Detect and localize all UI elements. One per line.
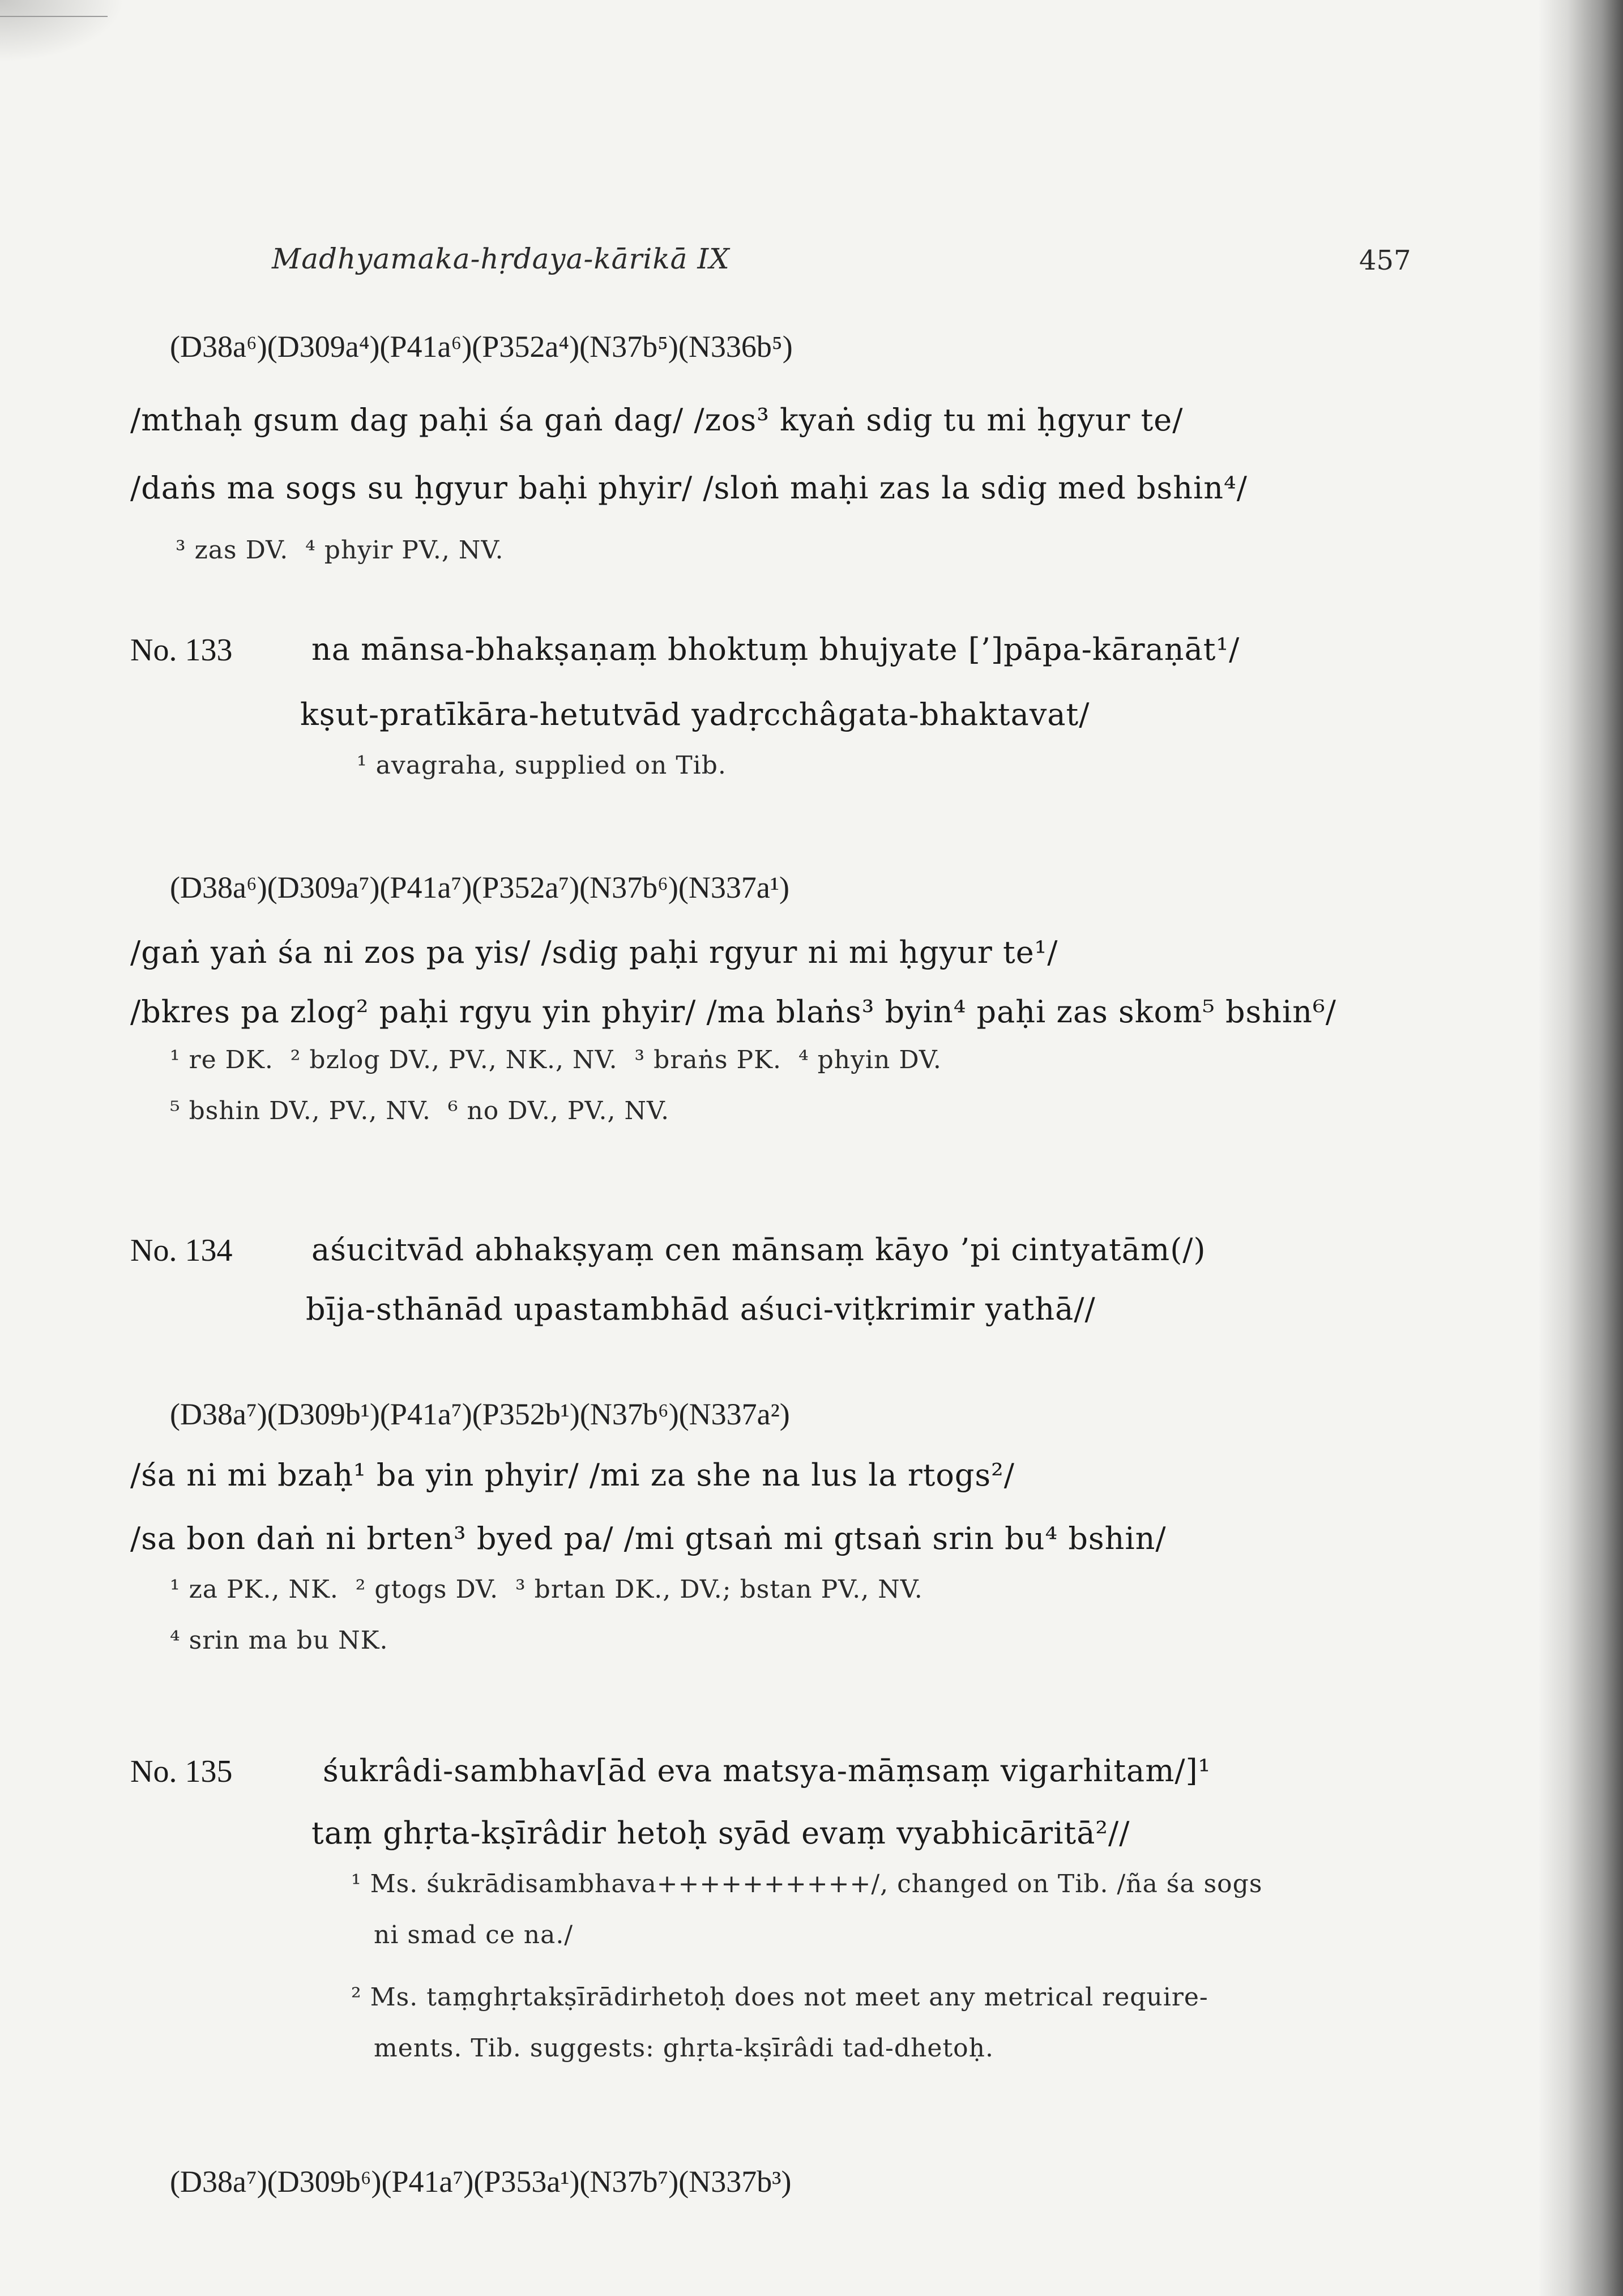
sanskrit-verse-line: bīja-sthānād upastambhād aśuci-viṭkrimir yathā//	[306, 1291, 1096, 1327]
tibetan-verse-line: /daṅs ma sogs su ḥgyur baḥi phyir/ /sloṅ maḥi zas la sdig med bshin⁴/	[130, 470, 1248, 506]
entry-number: No. 133	[130, 633, 233, 668]
scan-edge-line	[0, 16, 108, 17]
variant-note: ¹ za PK., NK. ² gtogs DV. ³ brtan DK., DV.; bstan PV., NV.	[170, 1575, 923, 1604]
tibetan-verse-line: /mthaḥ gsum dag paḥi śa gaṅ dag/ /zos³ kyaṅ sdig tu mi ḥgyur te/	[130, 402, 1184, 438]
variant-note: ¹ Ms. śukrādisambhava++++++++++/, changed on Tib. /ña śa sogs	[351, 1870, 1263, 1898]
sanskrit-verse-line: kṣut-pratīkāra-hetutvād yadṛcchâgata-bhaktavat/	[300, 697, 1090, 732]
running-header-title: Madhyamaka-hṛdaya-kārikā IX	[272, 242, 730, 275]
sanskrit-verse-line: taṃ ghṛta-kṣīrâdir hetoḥ syād evaṃ vyabhicāritā²//	[311, 1815, 1130, 1851]
tibetan-verse-line: /gaṅ yaṅ śa ni zos pa yis/ /sdig paḥi rgyur ni mi ḥgyur te¹/	[130, 934, 1058, 970]
variant-note: ni smad ce na./	[374, 1921, 574, 1949]
variant-note: ¹ re DK. ² bzlog DV., PV., NK., NV. ³ braṅs PK. ⁴ phyin DV.	[170, 1045, 942, 1074]
sanskrit-verse-line: na mānsa-bhakṣaṇaṃ bhoktuṃ bhujyate [’]pāpa-kāraṇāt¹/	[311, 631, 1240, 667]
tibetan-source-refs: (D38a⁷)(D309b⁶)(P41a⁷)(P353a¹)(N37b⁷)(N337b³)	[170, 2165, 792, 2199]
entry-number: No. 134	[130, 1233, 233, 1268]
tibetan-verse-line: /śa ni mi bzaḥ¹ ba yin phyir/ /mi za she na lus la rtogs²/	[130, 1457, 1015, 1493]
book-spine-shadow	[1538, 0, 1623, 2296]
tibetan-source-refs: (D38a⁶)(D309a⁷)(P41a⁷)(P352a⁷)(N37b⁶)(N337a¹)	[170, 870, 790, 904]
variant-note: ³ zas DV. ⁴ phyir PV., NV.	[176, 536, 504, 565]
variant-note: ¹ avagraha, supplied on Tib.	[357, 751, 727, 780]
tibetan-source-refs: (D38a⁶)(D309a⁴)(P41a⁶)(P352a⁴)(N37b⁵)(N336b⁵)	[170, 330, 793, 364]
sanskrit-verse-line: aśucitvād abhakṣyaṃ cen mānsaṃ kāyo ’pi cintyatām(/)	[311, 1232, 1206, 1268]
variant-note: ments. Tib. suggests: ghṛta-kṣīrâdi tad-dhetoḥ.	[374, 2034, 994, 2063]
variant-note: ⁵ bshin DV., PV., NV. ⁶ no DV., PV., NV.	[170, 1096, 670, 1125]
page-number: 457	[1359, 245, 1411, 276]
entry-number: No. 135	[130, 1754, 233, 1789]
variant-note: ⁴ srin ma bu NK.	[170, 1626, 388, 1655]
scan-smudge	[0, 0, 125, 62]
tibetan-verse-line: /sa bon daṅ ni brten³ byed pa/ /mi gtsaṅ mi gtsaṅ srin bu⁴ bshin/	[130, 1521, 1167, 1556]
tibetan-verse-line: /bkres pa zlog² paḥi rgyu yin phyir/ /ma blaṅs³ byin⁴ paḥi zas skom⁵ bshin⁶/	[130, 994, 1336, 1030]
tibetan-source-refs: (D38a⁷)(D309b¹)(P41a⁷)(P352b¹)(N37b⁶)(N337a²)	[170, 1397, 790, 1431]
variant-note: ² Ms. taṃghṛtakṣīrādirhetoḥ does not meet any metrical require-	[351, 1983, 1208, 2012]
sanskrit-verse-line: śukrâdi-sambhav[ād eva matsya-māṃsaṃ vigarhitam/]¹	[323, 1753, 1211, 1789]
